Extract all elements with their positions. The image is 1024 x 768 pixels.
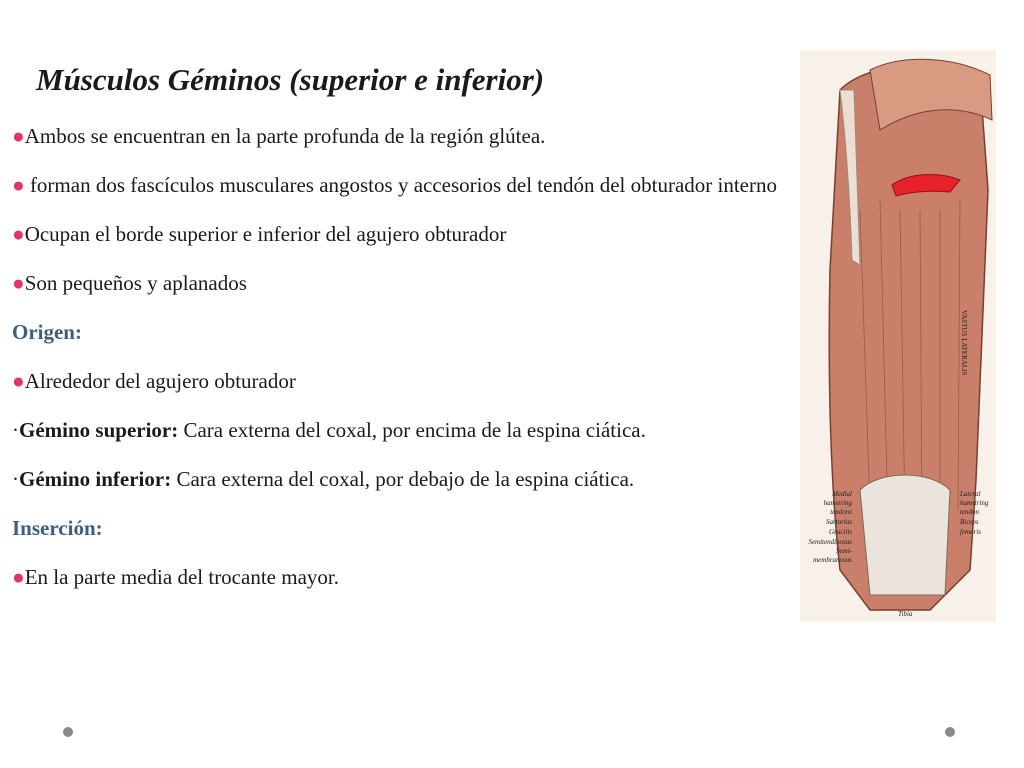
figure-label-medial: tendons (830, 508, 852, 516)
bullet-dot-icon: ● (12, 124, 25, 148)
slide-dot-left (63, 727, 73, 737)
bullet-dot-icon: ● (12, 222, 25, 246)
bullet-item: ●Ocupan el borde superior e inferior del agujero obturador (12, 222, 507, 246)
figure-label-lateral: Lateral (960, 490, 981, 498)
figure-label-tibia: Tibia (898, 610, 913, 618)
figure-label-medial: Semitendinosus (808, 538, 852, 546)
bullet-dot-icon: ● (12, 173, 25, 197)
slide-content (12, 120, 792, 610)
popliteal-fossa (860, 475, 950, 595)
bullet-dot-icon: ● (12, 565, 25, 589)
bullet-dot-icon: ● (12, 369, 25, 393)
figure-label-lateral: femoris (960, 528, 981, 536)
bullet-item: ●Alrededor del agujero obturador (12, 369, 296, 393)
origin-inferior: ·Gémino inferior: Cara externa del coxal, por debajo de la espina ciática. (12, 467, 635, 491)
figure-label-lateral: tendon (960, 508, 980, 516)
figure-label-medial: hamstring (823, 499, 852, 507)
bullet-item: ● forman dos fascículos musculares angostos y accesorios del tendón del obturador interno (12, 173, 777, 197)
slide-title: Músculos Géminos (superior e inferior) (36, 62, 545, 97)
bullet-item: ●En la parte media del trocante mayor. (12, 565, 339, 589)
figure-label-medial: Medial (832, 490, 852, 498)
origin-superior: ·Gémino superior: Cara externa del coxal, por encima de la espina ciática. (12, 418, 646, 442)
bullet-item: ●Ambos se encuentran en la parte profunda de la región glútea. (12, 124, 546, 148)
figure-label-medial: Gracilis (829, 528, 852, 536)
origin-heading: Origen: (12, 320, 82, 344)
figure-label-medial: Sartorius (825, 518, 852, 526)
figure-label-medial: membranosus (813, 556, 852, 564)
slide-dot-right (945, 727, 955, 737)
figure-label-lateral: Biceps (960, 518, 979, 526)
insertion-heading: Inserción: (12, 516, 103, 540)
anatomy-illustration (800, 50, 996, 622)
bullet-dot-icon: ● (12, 271, 25, 295)
figure-label-lateral: hamstring (960, 499, 989, 507)
figure-label-medial: Semi- (836, 547, 852, 555)
figure-label-vastus: VASTUS LATERALIS (960, 310, 968, 376)
bullet-item: ●Son pequeños y aplanados (12, 271, 247, 295)
